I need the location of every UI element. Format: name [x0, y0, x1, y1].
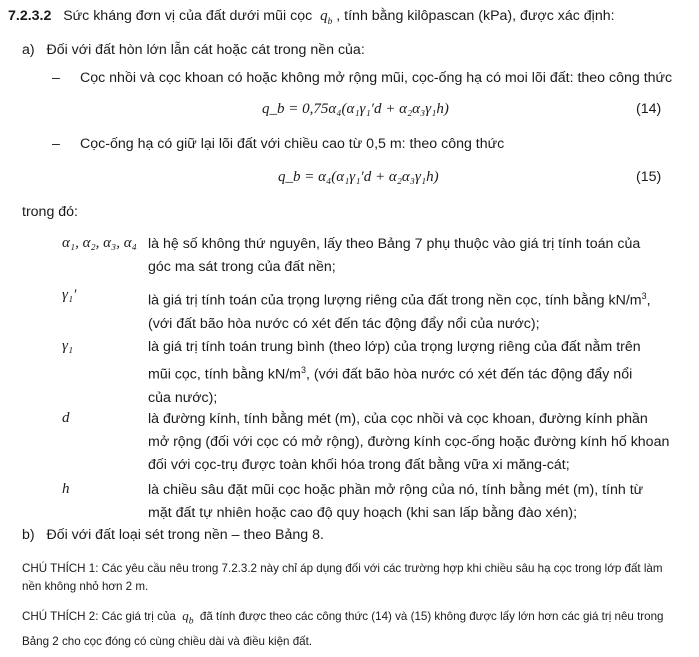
where-label: trong đó:	[22, 204, 79, 220]
definition-text: là giá trị tính toán của trọng lượng riêng của đất trong nền cọc, tính bằng $kN/m^3$, (với đất bão hòa nước có xét đến tác động đẩy nổi của nước);	[148, 291, 651, 332]
formula-14-expression: q_b = 0,75α₄(α₁γ₁′d + α₂α₃γ₁h)	[262, 101, 449, 117]
section-heading-tail: , tính bằng kilôpascan (kPa), được xác định:	[336, 8, 615, 24]
note-symbol-qb: $q_b$	[182, 608, 194, 627]
bullet-1	[52, 70, 672, 86]
heading-symbol-qb: $q_b$	[320, 8, 333, 27]
definition-symbol: d	[62, 410, 70, 426]
item-b-label: b)	[22, 527, 35, 543]
formula-15-number: (15)	[636, 169, 662, 185]
item-b-text: Đối với đất loại sét trong nền – theo Bảng 8.	[46, 527, 324, 543]
formula-15	[278, 169, 439, 186]
section-number: 7.2.3.2	[8, 8, 52, 24]
item-a-text: Đối với đất hòn lớn lẫn cát hoặc cát trong nền của:	[46, 42, 365, 58]
bullet-2-text: Cọc-ống hạ có giữ lại lõi đất với chiều cao từ 0,5 m: theo công thức	[80, 136, 505, 152]
bullet-1-text: Cọc nhồi và cọc khoan có hoặc không mở rộng mũi, cọc-ống hạ có moi lõi đất: theo công thức	[80, 70, 673, 86]
formula-14-number: (14)	[636, 101, 662, 117]
dash-icon: –	[52, 70, 60, 86]
item-b	[22, 527, 324, 543]
item-a	[22, 42, 365, 58]
definition-symbol: γ₁	[62, 338, 74, 354]
note-1: CHÚ THÍCH 1: Các yêu cầu nêu trong 7.2.3.2 này chỉ áp dụng đối với các trường hợp khi chiều sâu hạ cọc trong lớp đất làm nền không nhỏ hơn 2 m.	[22, 562, 663, 593]
bullet-2	[52, 136, 504, 152]
definition-text: là giá trị tính toán trung bình (theo lớp) của trọng lượng riêng của đất nằm trên mũi cọc, tính bằng $kN/m^3$, (với đất bão hòa nước có xét đến tác động đẩy nổi của nước);	[148, 339, 641, 406]
section-heading-text: Sức kháng đơn vị của đất dưới mũi cọc	[63, 8, 313, 24]
formula-14	[262, 101, 449, 118]
definition-symbol: α₁, α₂, α₃, α₄	[62, 235, 137, 251]
note-2: CHÚ THÍCH 2: Các giá trị của $q_b$ đã tính được theo các công thức (14) và (15) không được lấy lớn hơn các giá trị nêu trong Bảng 2 cho cọc đóng có cùng chiều dài và điều kiện đất.	[22, 608, 664, 648]
definition-symbol: γ₁′	[62, 287, 77, 303]
item-a-label: a)	[22, 42, 35, 58]
definition-text: là đường kính, tính bằng mét (m), của cọc nhồi và cọc khoan, đường kính phần mở rộng (đối với cọc có mở rộng), đường kính cọc-ống hoặc đường kính hố khoan đối với cọc-trụ được toàn khối hóa trong đất bằng vữa xi măng-cát;	[148, 411, 670, 473]
formula-15-expression: q_b = α₄(α₁γ₁′d + α₂α₃γ₁h)	[278, 169, 439, 185]
definition-text: là hệ số không thứ nguyên, lấy theo Bảng 7 phụ thuộc vào giá trị tính toán của góc ma sát trong của đất nền;	[148, 236, 641, 275]
definition-symbol: h	[62, 481, 70, 497]
section-heading	[8, 8, 615, 27]
dash-icon: –	[52, 136, 60, 152]
definition-text: là chiều sâu đặt mũi cọc hoặc phần mở rộng của nó, tính bằng mét (m), tính từ mặt đất tự nhiên hoặc cao độ quy hoạch (khi san lấp bằng đào xén);	[148, 482, 644, 521]
